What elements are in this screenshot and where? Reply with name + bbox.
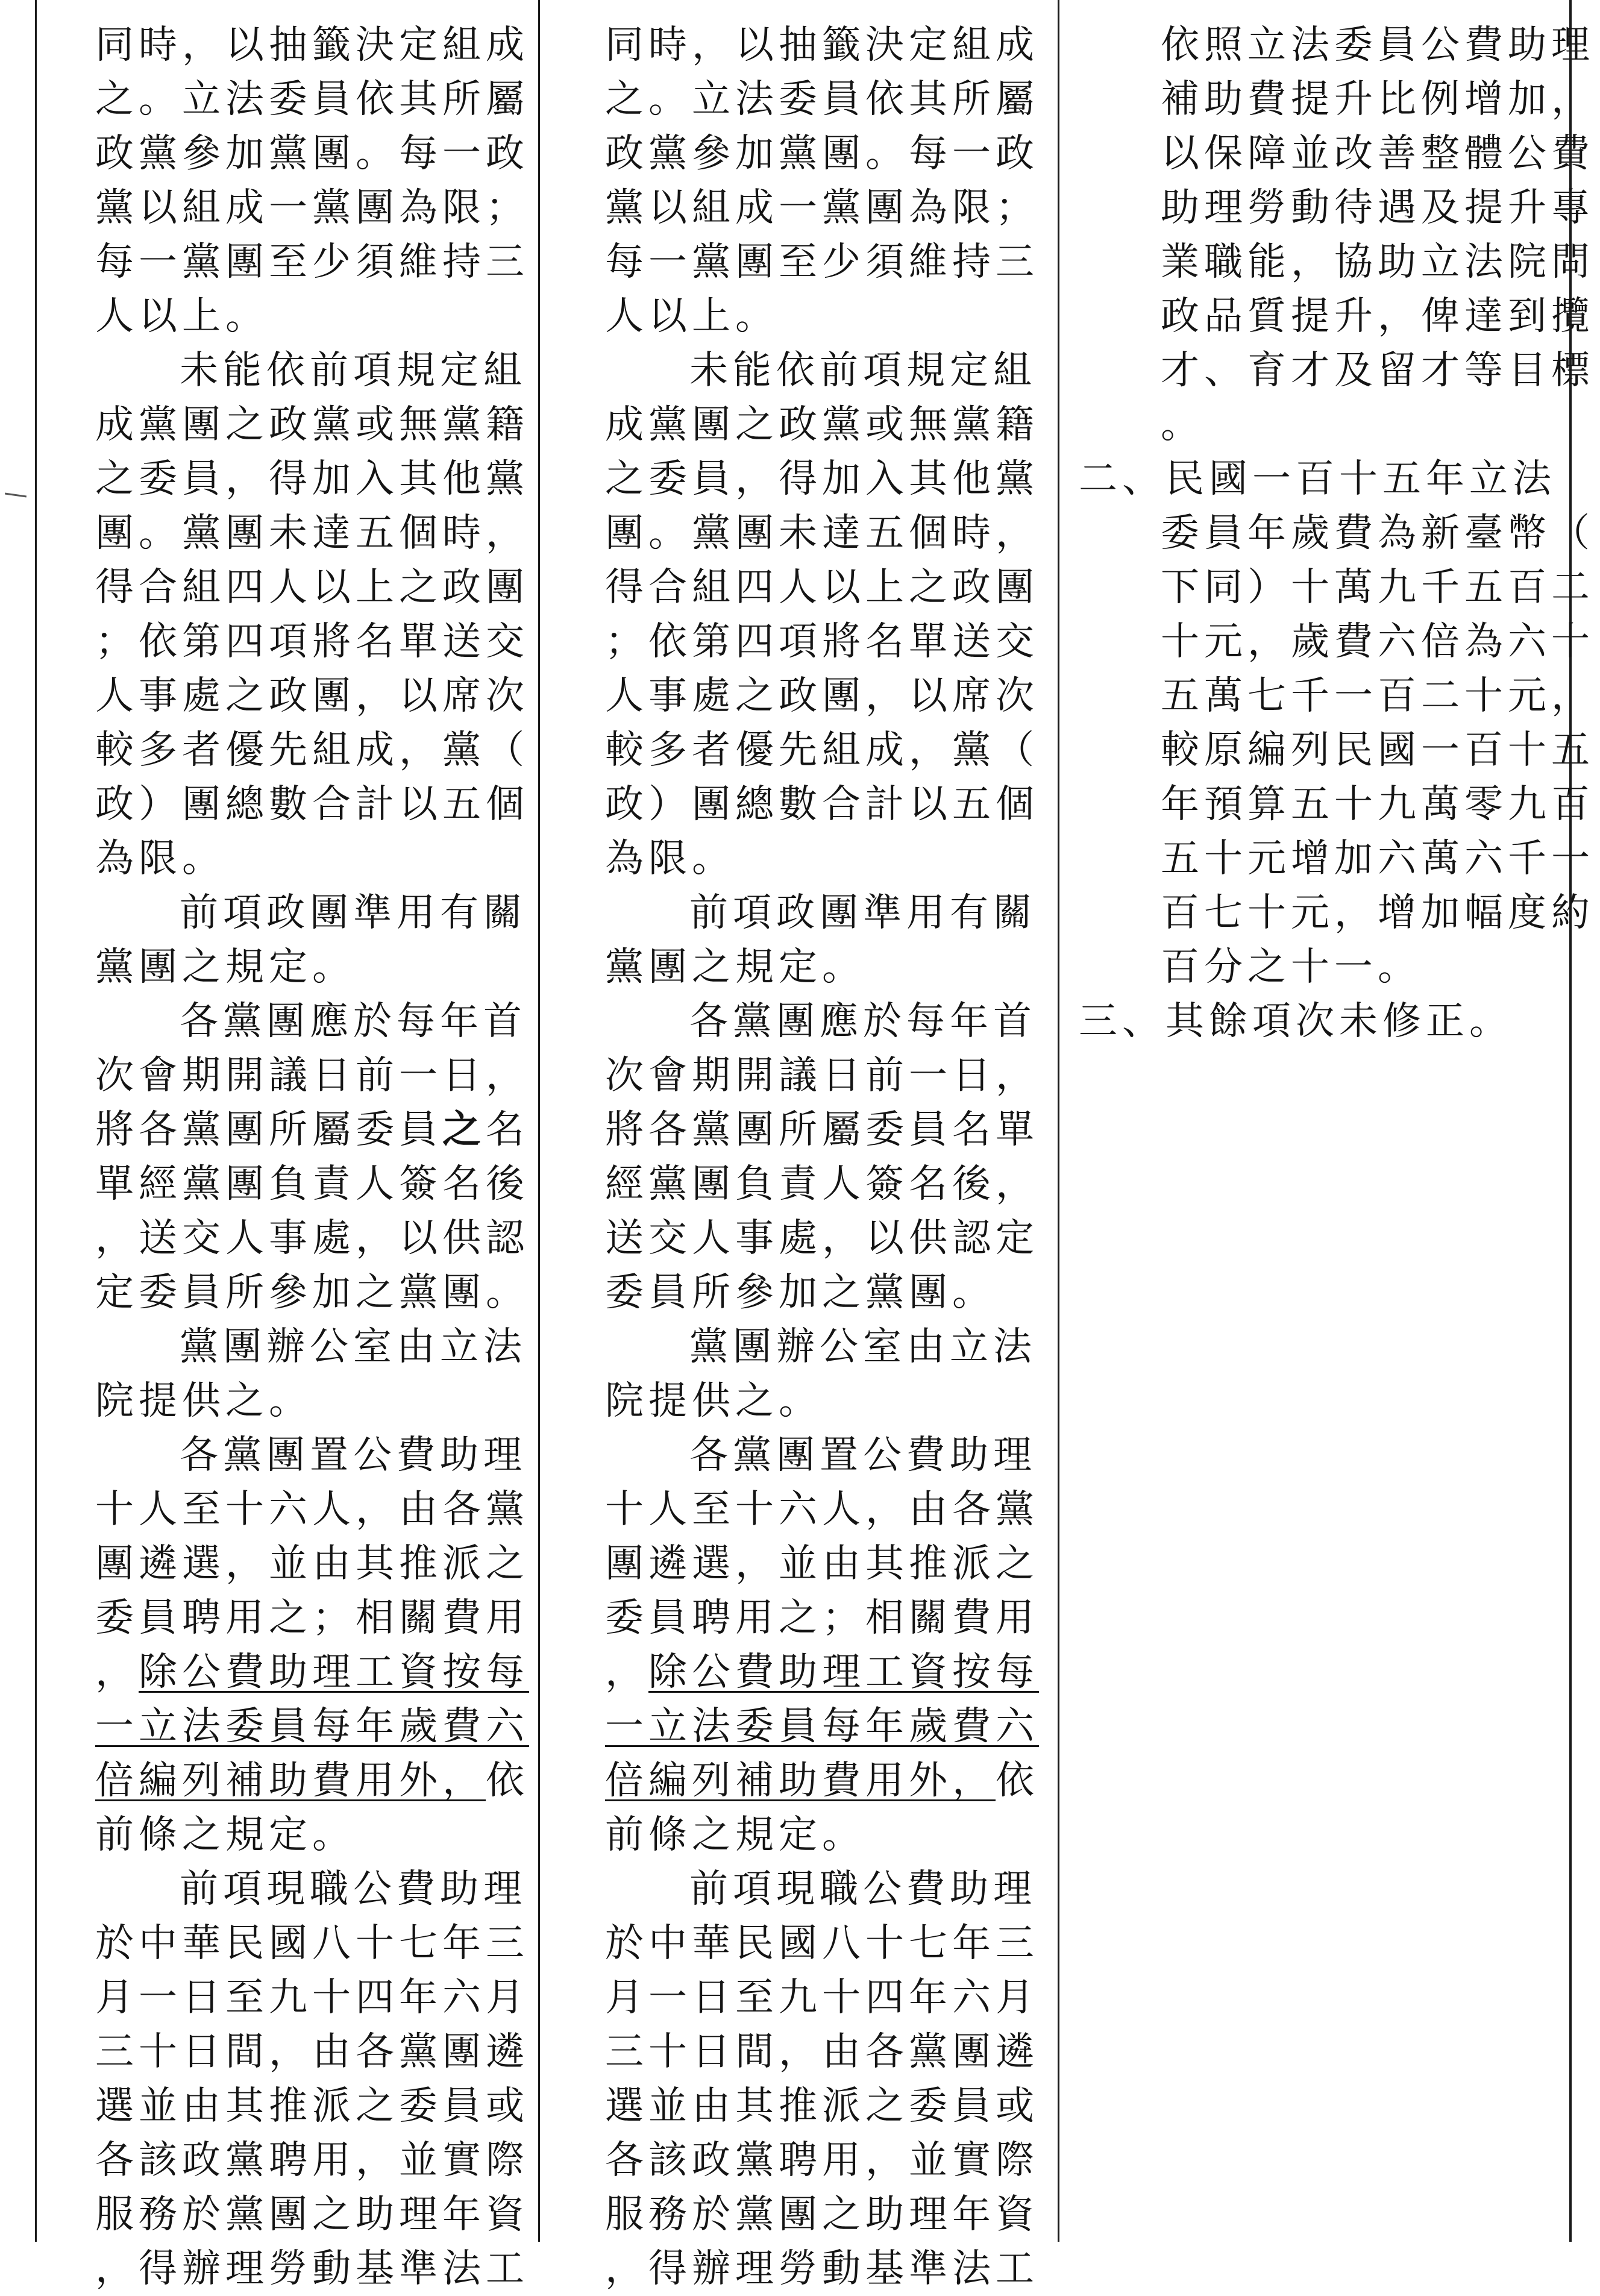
text-line: 之委員，得加入其他黨 <box>605 457 1039 501</box>
text-line: 人事處之政團，以席次 <box>605 674 1039 718</box>
underlined-amendment-text: 一立法委員每年歲費六 <box>95 1704 529 1749</box>
text-line: 每一黨團至少須維持三 <box>95 240 529 284</box>
paragraph-start-line: 黨團辦公室由立法 <box>689 1325 1037 1369</box>
text-line: ，送交人事處，以供認 <box>95 1216 529 1261</box>
text-line <box>605 1754 1039 1808</box>
bold-text-segment: 之 <box>442 1107 486 1152</box>
text-line: 百分之十一。 <box>1161 945 1421 990</box>
text-line: 黨團之規定。 <box>605 945 865 990</box>
text-line: 五十元增加六萬六千一 <box>1161 836 1595 881</box>
paragraph-start-line: 前項政團準用有關 <box>180 891 527 935</box>
text-line: 以保障並改善整體公費 <box>1161 131 1595 176</box>
text-line: 成黨團之政黨或無黨籍 <box>95 403 529 447</box>
text-line: 前條之規定。 <box>605 1813 865 1857</box>
text-segment: 依 <box>996 1758 1039 1803</box>
text-line: 定委員所參加之黨團。 <box>95 1270 529 1315</box>
text-line: ；依第四項將名單送交 <box>605 619 1039 664</box>
underlined-amendment-text: 除公費助理工資按每 <box>139 1650 529 1695</box>
numbered-item-start: 二、民國一百十五年立法 <box>1079 457 1556 501</box>
paragraph-start-line: 黨團辦公室由立法 <box>180 1325 527 1369</box>
text-line <box>95 1699 529 1754</box>
text-line: 委員聘用之；相關費用 <box>95 1596 529 1640</box>
paragraph-start-line: 前項現職公費助理 <box>689 1867 1037 1912</box>
text-line: 較原編列民國一百十五 <box>1161 728 1595 773</box>
text-line: 委員年歲費為新臺幣（ <box>1161 511 1595 556</box>
text-line: 百七十元，增加幅度約 <box>1161 891 1595 935</box>
underlined-amendment-text: 一立法委員每年歲費六 <box>605 1704 1039 1749</box>
text-line: 才、育才及留才等目標 <box>1161 348 1595 393</box>
text-line: 之。立法委員依其所屬 <box>95 77 529 122</box>
text-line: 人事處之政團，以席次 <box>95 674 529 718</box>
text-line: 得合組四人以上之政團 <box>95 565 529 610</box>
text-line: 之委員，得加入其他黨 <box>95 457 529 501</box>
column-divider-1 <box>538 0 540 2242</box>
paragraph-start-line: 各黨團置公費助理 <box>689 1433 1037 1478</box>
text-line: 服務於黨團之助理年資 <box>95 2192 529 2237</box>
column-divider-2 <box>1058 0 1059 2242</box>
text-line: 黨以組成一黨團為限； <box>95 186 529 230</box>
text-line: 團。黨團未達五個時， <box>95 511 529 556</box>
left-border-line <box>35 0 37 2242</box>
text-line: 十元，歲費六倍為六十 <box>1161 619 1595 664</box>
text-line: 每一黨團至少須維持三 <box>605 240 1039 284</box>
text-line: 次會期開議日前一日， <box>95 1053 529 1098</box>
text-line <box>95 1103 529 1157</box>
text-line: 院提供之。 <box>95 1379 312 1423</box>
current-text-column <box>605 18 1039 2296</box>
text-line: 於中華民國八十七年三 <box>605 1921 1039 1966</box>
text-line: 人以上。 <box>95 294 269 339</box>
text-line: ，得辦理勞動基準法工 <box>605 2247 1039 2291</box>
paragraph-start-line: 前項政團準用有關 <box>689 891 1037 935</box>
paragraph-start-line: 各黨團置公費助理 <box>180 1433 527 1478</box>
text-line <box>95 1754 529 1808</box>
text-line: 政黨參加黨團。每一政 <box>605 131 1039 176</box>
text-line: 下同）十萬九千五百二 <box>1161 565 1595 610</box>
text-line: 五萬七千一百二十元， <box>1161 674 1595 718</box>
text-line: 較多者優先組成，黨（ <box>95 728 529 773</box>
explanation-column <box>1079 18 1595 1049</box>
text-segment: 依 <box>486 1758 529 1803</box>
text-line: 人以上。 <box>605 294 779 339</box>
text-line: 黨團之規定。 <box>95 945 356 990</box>
text-line: 選並由其推派之委員或 <box>605 2084 1039 2128</box>
text-line <box>95 1645 529 1699</box>
text-line: 經黨團負責人簽名後， <box>605 1162 1039 1206</box>
text-line: 較多者優先組成，黨（ <box>605 728 1039 773</box>
text-line: 團遴選，並由其推派之 <box>95 1542 529 1586</box>
text-line: 三十日間，由各黨團遴 <box>95 2030 529 2074</box>
text-line: 之。立法委員依其所屬 <box>605 77 1039 122</box>
text-line: 為限。 <box>95 836 225 881</box>
text-line: 政）團總數合計以五個 <box>605 782 1039 827</box>
text-line: 月一日至九十四年六月 <box>95 1975 529 2020</box>
underlined-amendment-text: 倍編列補助費用外， <box>605 1758 996 1803</box>
text-line: 次會期開議日前一日， <box>605 1053 1039 1098</box>
text-line: 單經黨團負責人簽名後 <box>95 1162 529 1206</box>
text-line <box>605 1645 1039 1699</box>
text-line: 依照立法委員公費助理 <box>1161 23 1595 67</box>
text-segment: 將各黨團所屬委員 <box>95 1108 442 1152</box>
text-line: 於中華民國八十七年三 <box>95 1921 529 1966</box>
text-line: 同時，以抽籤決定組成 <box>605 23 1039 67</box>
text-line <box>605 1699 1039 1754</box>
scan-mark <box>5 493 27 498</box>
text-line: 前條之規定。 <box>95 1813 356 1857</box>
underlined-amendment-text: 倍編列補助費用外， <box>95 1758 486 1803</box>
paragraph-start-line: 各黨團應於每年首 <box>689 999 1037 1044</box>
text-segment: 名 <box>486 1108 529 1152</box>
text-line: 服務於黨團之助理年資 <box>605 2192 1039 2237</box>
text-line: 成黨團之政黨或無黨籍 <box>605 403 1039 447</box>
text-line: 。 <box>1161 403 1204 447</box>
numbered-item-start: 三、其餘項次未修正。 <box>1079 999 1513 1044</box>
text-line: 為限。 <box>605 836 735 881</box>
text-line: 十人至十六人，由各黨 <box>605 1487 1039 1532</box>
text-segment: ， <box>605 1650 648 1695</box>
paragraph-start-line: 各黨團應於每年首 <box>180 999 527 1044</box>
text-line: ，得辦理勞動基準法工 <box>95 2247 529 2291</box>
text-line: 月一日至九十四年六月 <box>605 1975 1039 2020</box>
text-line: 業職能，協助立法院問 <box>1161 240 1595 284</box>
paragraph-start-line: 未能依前項規定組 <box>180 348 527 393</box>
text-line: 委員所參加之黨團。 <box>605 1270 996 1315</box>
text-line: 得合組四人以上之政團 <box>605 565 1039 610</box>
text-line: 委員聘用之；相關費用 <box>605 1596 1039 1640</box>
paragraph-start-line: 前項現職公費助理 <box>180 1867 527 1912</box>
text-line: 將各黨團所屬委員名單 <box>605 1108 1039 1152</box>
text-line: 助理勞動待遇及提升專 <box>1161 186 1595 230</box>
text-line: 十人至十六人，由各黨 <box>95 1487 529 1532</box>
text-line: 政）團總數合計以五個 <box>95 782 529 827</box>
text-line: 團遴選，並由其推派之 <box>605 1542 1039 1586</box>
text-segment: ， <box>95 1650 139 1695</box>
text-line: 黨以組成一黨團為限； <box>605 186 1039 230</box>
text-line: 選並由其推派之委員或 <box>95 2084 529 2128</box>
text-line: ；依第四項將名單送交 <box>95 619 529 664</box>
paragraph-start-line: 未能依前項規定組 <box>689 348 1037 393</box>
text-line: 三十日間，由各黨團遴 <box>605 2030 1039 2074</box>
text-line: 補助費提升比例增加， <box>1161 77 1595 122</box>
text-line: 年預算五十九萬零九百 <box>1161 782 1595 827</box>
amended-text-column <box>95 18 529 2296</box>
text-line: 團。黨團未達五個時， <box>605 511 1039 556</box>
underlined-amendment-text: 除公費助理工資按每 <box>648 1650 1039 1695</box>
text-line: 送交人事處，以供認定 <box>605 1216 1039 1261</box>
text-line: 政品質提升，俾達到攬 <box>1161 294 1595 339</box>
text-line: 各該政黨聘用，並實際 <box>605 2138 1039 2183</box>
text-line: 各該政黨聘用，並實際 <box>95 2138 529 2183</box>
text-line: 同時，以抽籤決定組成 <box>95 23 529 67</box>
text-line: 院提供之。 <box>605 1379 822 1423</box>
text-line: 政黨參加黨團。每一政 <box>95 131 529 176</box>
